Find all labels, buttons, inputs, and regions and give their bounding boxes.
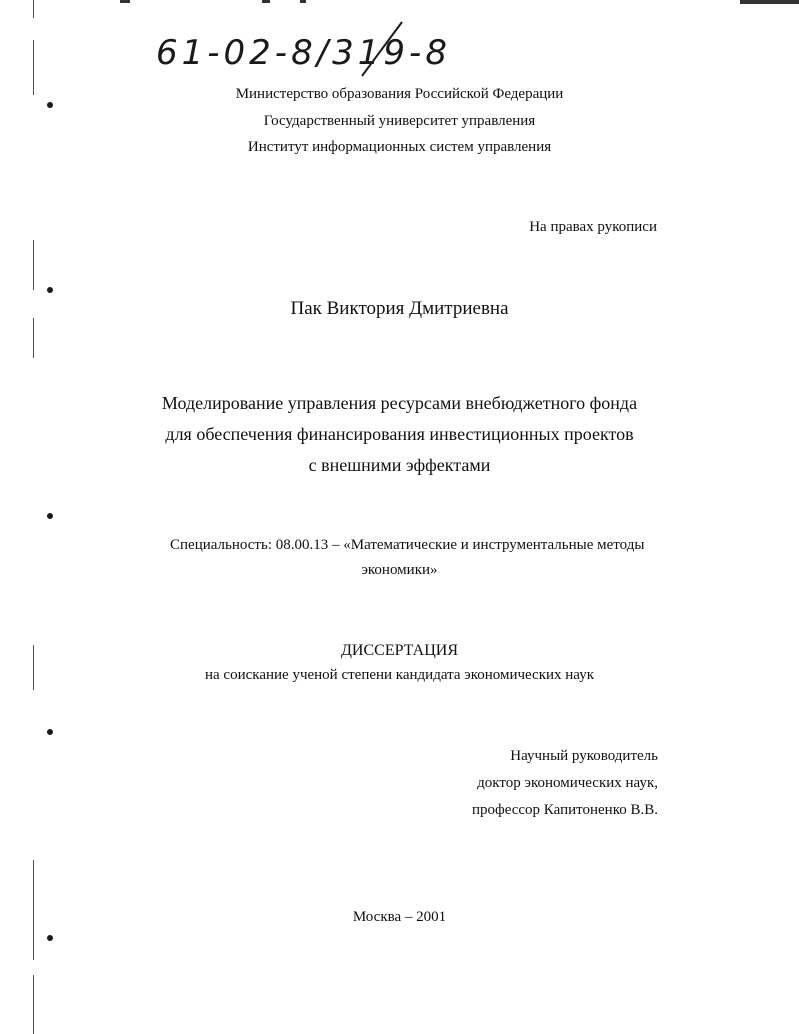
handwritten-archive-code xyxy=(150,18,550,80)
institute-name: Институт информационных систем управления xyxy=(247,139,552,155)
binding-mark xyxy=(33,975,34,1034)
dissertation-title-line-1: Моделирование управления ресурсами внебюджетного фонда xyxy=(161,393,638,413)
degree-subtitle: на соискание ученой степени кандидата экономических наук xyxy=(204,667,594,683)
dissertation-title-line-3: с внешними эффектами xyxy=(308,455,491,475)
binding-mark xyxy=(33,318,34,358)
supervisor-degree: доктор экономических наук, xyxy=(477,775,658,791)
punch-hole xyxy=(47,729,53,735)
supervisor-role: Научный руководитель xyxy=(510,748,658,764)
scan-edge-mark xyxy=(300,0,306,3)
dissertation-heading: ДИССЕРТАЦИЯ xyxy=(341,642,458,659)
scan-edge-mark xyxy=(262,0,270,3)
binding-mark xyxy=(33,240,34,290)
university-name: Государственный университет управления xyxy=(263,113,536,129)
ministry-name: Министерство образования Российской Федерации xyxy=(235,86,564,102)
handwritten-code-text: 61-02-8/319-8 xyxy=(156,33,451,73)
author-name: Пак Виктория Дмитриевна xyxy=(290,298,509,319)
scan-edge-mark xyxy=(120,0,130,3)
punch-hole xyxy=(47,287,53,293)
city-year: Москва – 2001 xyxy=(352,909,447,925)
supervisor-name: профессор Капитоненко В.В. xyxy=(471,802,658,818)
punch-hole xyxy=(47,935,53,941)
specialty-line-2: экономики» xyxy=(361,562,438,578)
binding-mark xyxy=(33,0,34,18)
manuscript-rights: На правах рукописи xyxy=(529,219,657,235)
punch-hole xyxy=(47,513,53,519)
specialty-line-1: Специальность: 08.00.13 – «Математические и инструментальные методы xyxy=(170,537,645,553)
scan-edge-mark xyxy=(740,0,799,4)
dissertation-title-line-2: для обеспечения финансирования инвестиционных проектов xyxy=(165,424,634,444)
